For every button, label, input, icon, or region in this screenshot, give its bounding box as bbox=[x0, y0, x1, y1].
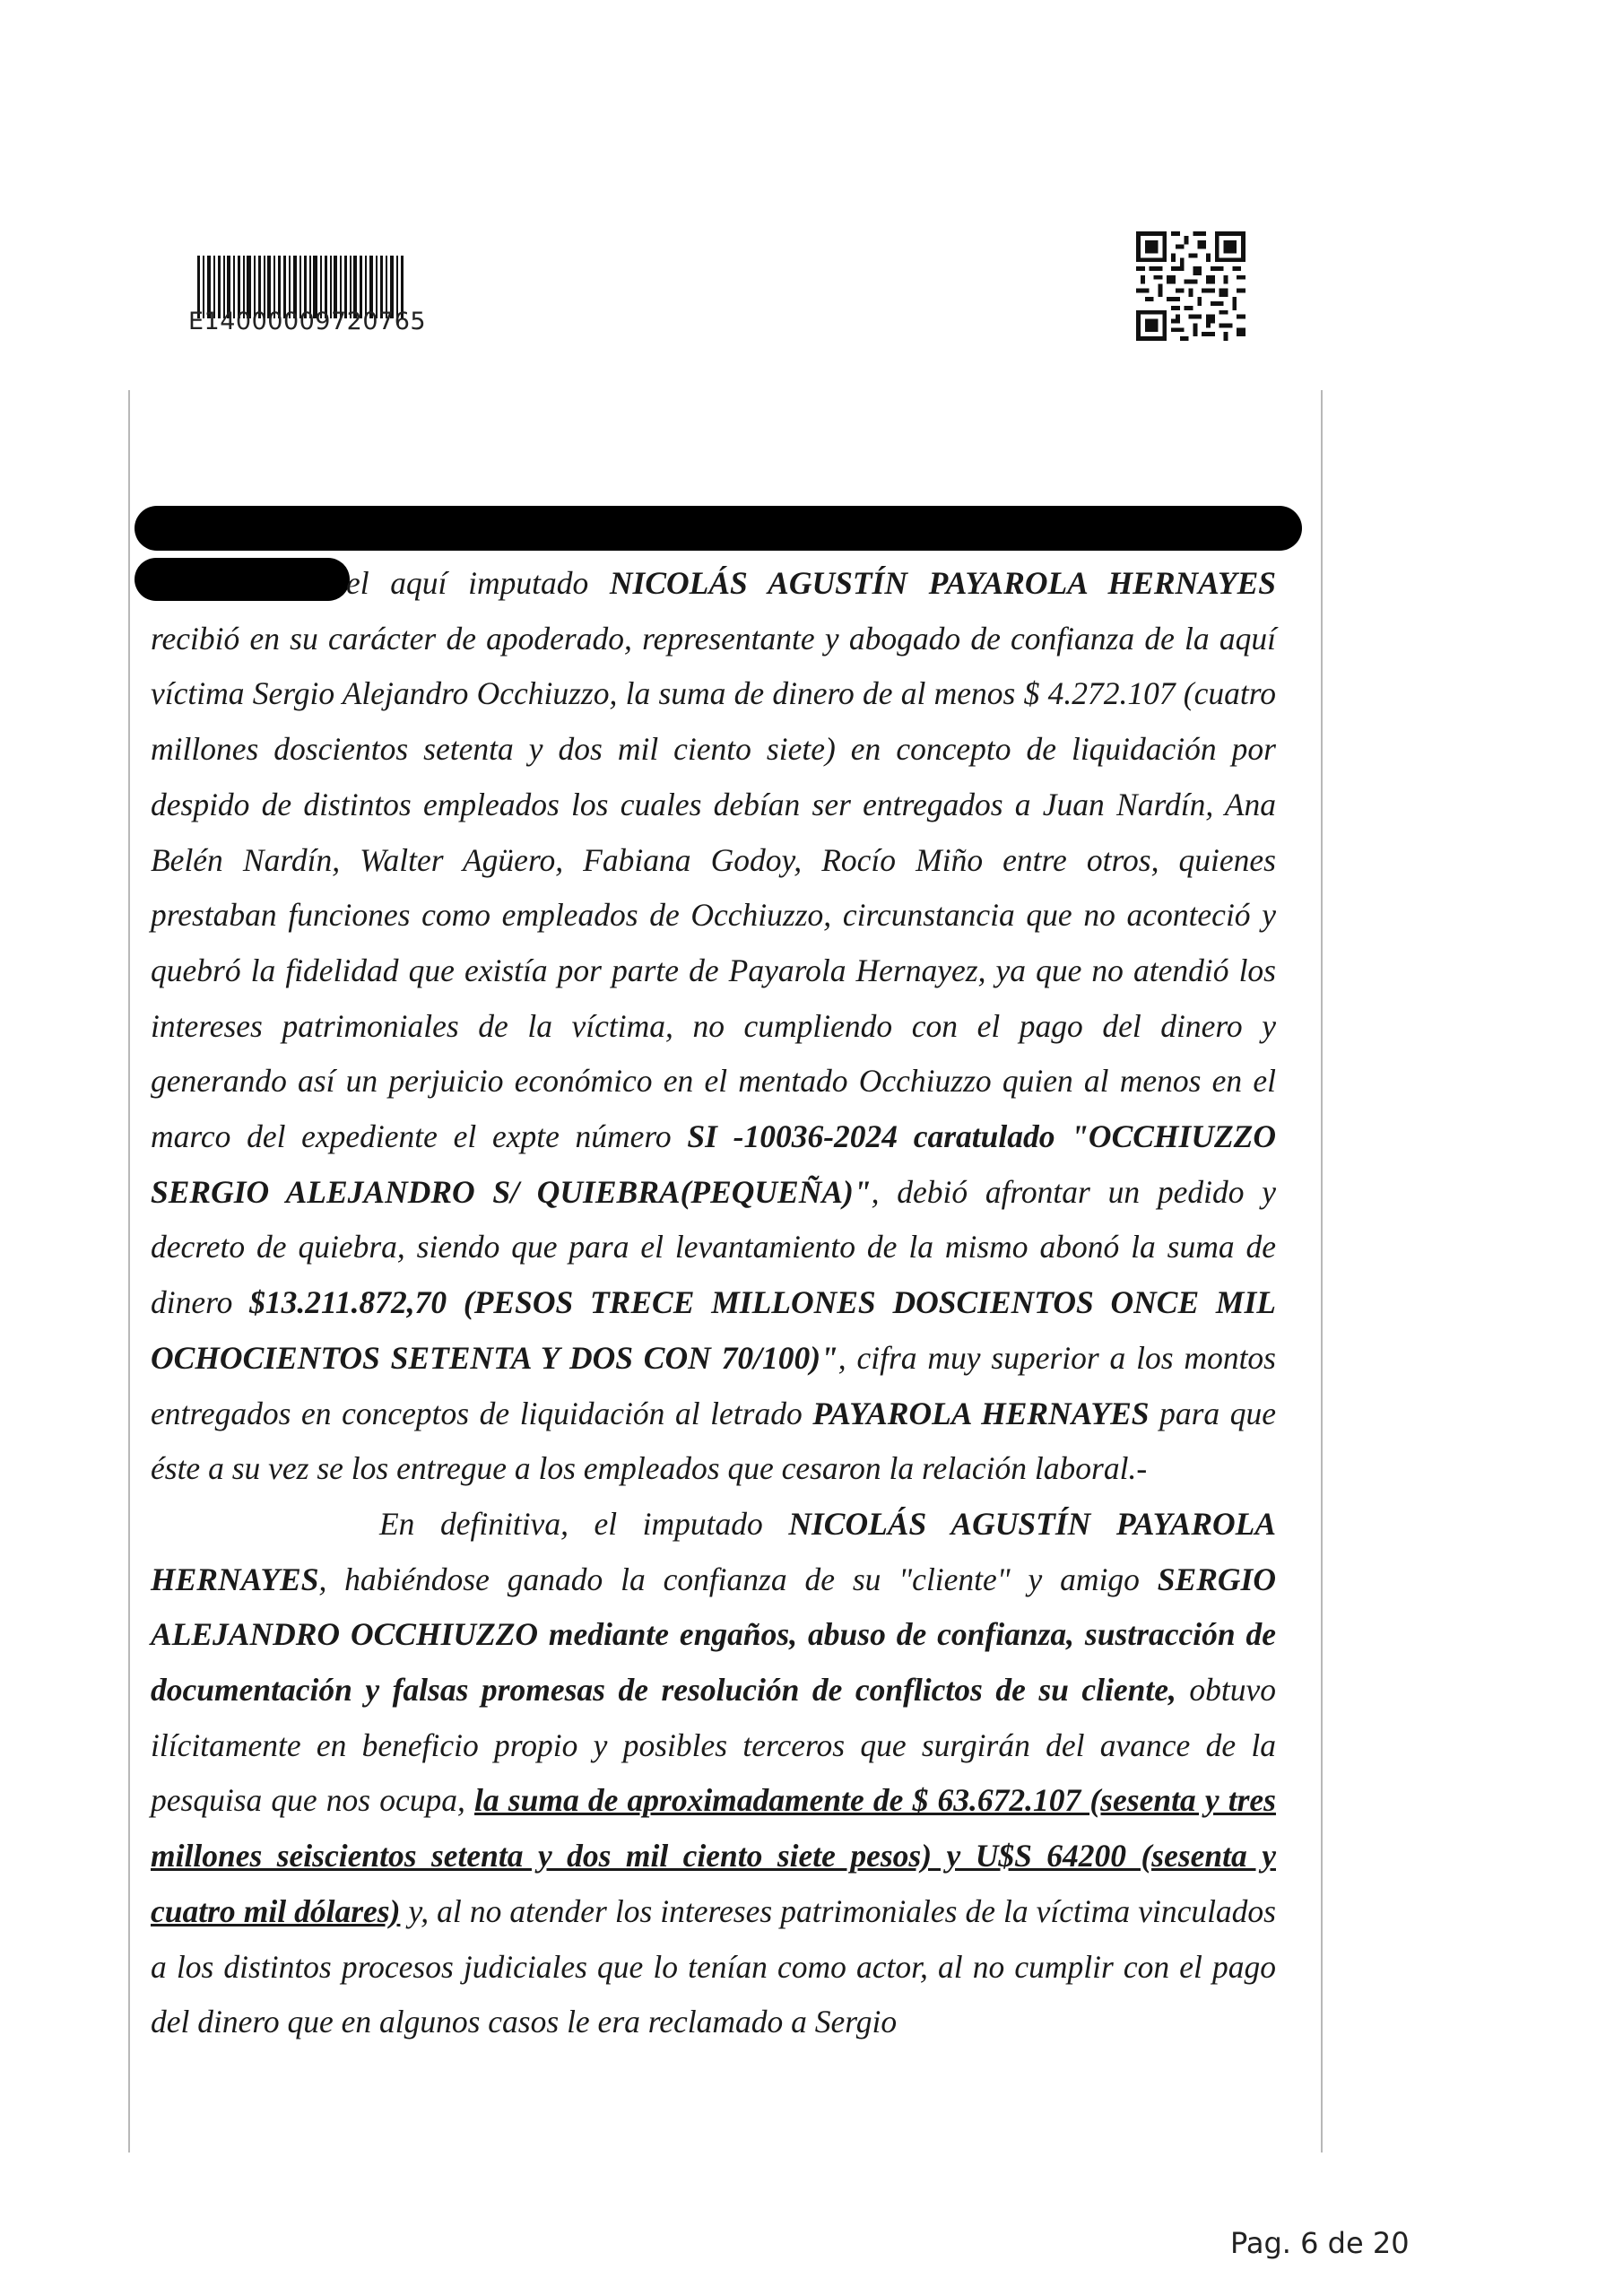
victim-and-means: SERGIO ALEJANDRO OCCHIUZZO mediante engaños, abuso de confianza, sustracción de documentación y falsas promesas de resolución de conflictos de su cliente, bbox=[151, 1561, 1276, 1709]
text-run: obtuvo ilícitamente en beneficio propio y posibles terceros que surgirán del avance de la pesquisa que nos ocupa, bbox=[151, 1672, 1276, 1819]
text-run: recibió en su carácter de apoderado, representante y abogado de confianza de la aquí víctima Sergio Alejandro Occhiuzzo, la suma de dinero de al menos $ 4.272.107 (cuatro millones doscientos setenta y dos mil ciento siete) en concepto de liquidación por despido de distintos empleados los cuales debían ser entregados a Juan Nardín, Ana Belén Nardín, Walter Agüero, Fabiana Godoy, Rocío Miño entre otros, quienes prestaban funciones como empleados de Occhiuzzo, circunstancia que no aconteció y quebró la fidelidad que existía por parte de Payarola Hernayez, ya que no atendió los intereses patrimoniales de la víctima, no cumpliendo con el pago del dinero y generando así un perjuicio económico en el mentado Occhiuzzo quien al menos en el marco del expediente el expte número bbox=[151, 620, 1276, 1155]
defendant-name: PAYAROLA HERNAYES bbox=[812, 1395, 1150, 1431]
text-run: En definitiva, el imputado bbox=[379, 1505, 789, 1542]
defendant-name: NICOLÁS AGUSTÍN PAYAROLA HERNAYES bbox=[609, 565, 1276, 601]
text-run: , cifra muy superior a los montos entregados en conceptos de liquidación al letrado bbox=[151, 1339, 1276, 1431]
text-run: y, al no atender los intereses patrimoniales de la víctima vinculados a los distintos procesos judiciales que lo tenían como actor, al no cumplir con el pago del dinero que en algunos casos le era reclamado a Sergio bbox=[151, 1892, 1277, 2040]
case-reference: SI -10036-2024 caratulado "OCCHIUZZO SERGIO ALEJANDRO S/ QUIEBRA(PEQUEÑA)" bbox=[151, 1118, 1276, 1210]
barcode-number: E14000009720765 bbox=[188, 308, 427, 335]
redaction-bar bbox=[135, 506, 1302, 551]
page-number: Pag. 6 de 20 bbox=[1230, 2226, 1410, 2260]
paragraph bbox=[151, 1497, 1276, 2050]
text-run: para que éste a su vez se los entregue a los empleados que cesaron la relación laboral.- bbox=[151, 1395, 1276, 1487]
document-body bbox=[151, 556, 1276, 2050]
paragraph bbox=[151, 556, 1276, 1497]
defendant-name: NICOLÁS AGUSTÍN PAYAROLA HERNAYES bbox=[151, 1505, 1276, 1597]
text-run: , habiéndose ganado la confianza de su "cliente" y amigo bbox=[318, 1561, 1158, 1597]
left-margin-line bbox=[128, 390, 130, 2152]
total-amount-underlined: la suma de aproximadamente de $ 63.672.107 (sesenta y tres millones seiscientos setenta y dos mil ciento siete pesos) y U$S 64200 (sesenta y cuatro mil dólares) bbox=[151, 1782, 1276, 1929]
text-run: el aquí imputado bbox=[346, 565, 610, 601]
right-margin-line bbox=[1321, 390, 1323, 2152]
qr-code bbox=[1136, 231, 1245, 341]
text-run: , debió afrontar un pedido y decreto de quiebra, siendo que para el levantamiento de la mismo abonó la suma de dinero bbox=[151, 1173, 1276, 1321]
amount-bold: $13.211.872,70 (PESOS TRECE MILLONES DOSCIENTOS ONCE MIL OCHOCIENTOS SETENTA Y DOS CON 70/100)" bbox=[151, 1284, 1276, 1376]
